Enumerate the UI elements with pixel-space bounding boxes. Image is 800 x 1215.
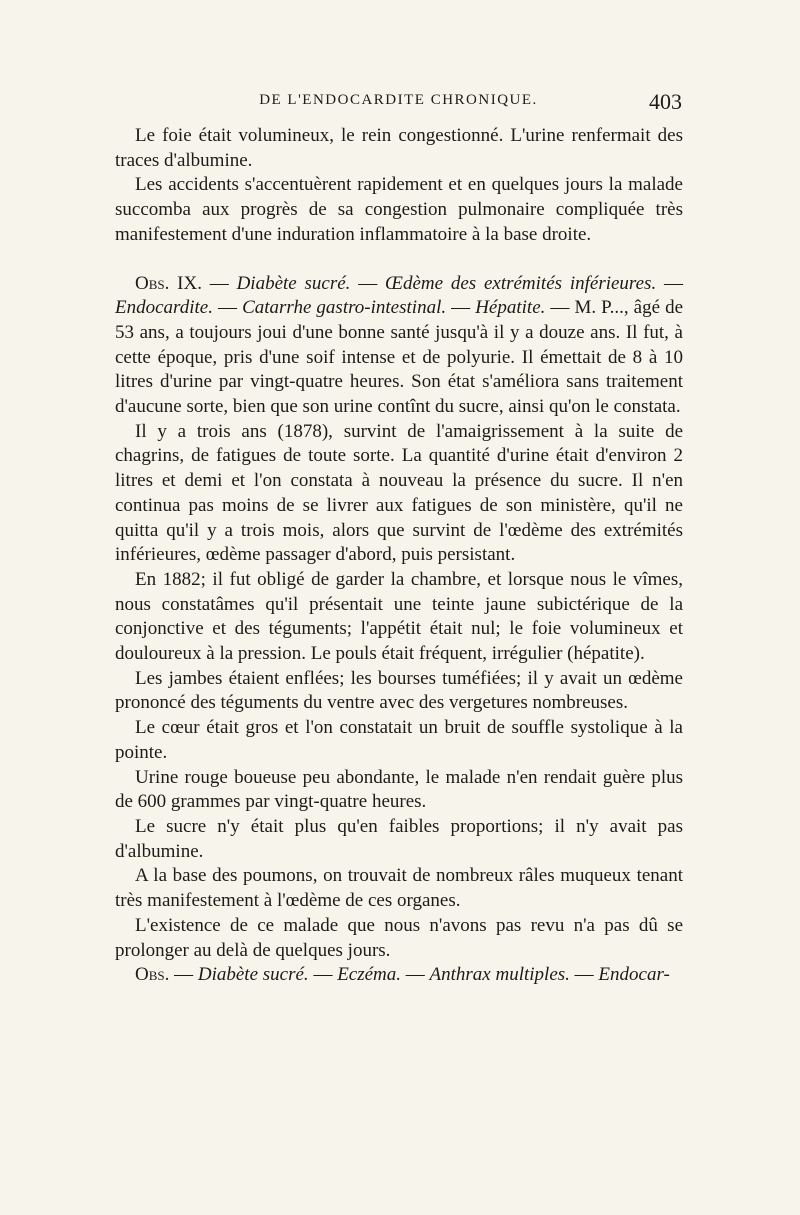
paragraph: Le foie était volumineux, le rein congestionné. L'urine renfermait des traces d'albumine. xyxy=(115,125,683,171)
paragraph: Les jambes étaient enflées; les bourses tuméfiées; il y avait un œdème prononcé des téguments du ventre avec des vergetures nombreuses. xyxy=(115,667,683,714)
running-title: DE L'ENDOCARDITE CHRONIQUE. xyxy=(259,92,538,108)
paragraph: Urine rouge boueuse peu abondante, le malade n'en rendait guère plus de 600 grammes par vingt-quatre heures. xyxy=(115,766,683,813)
observation-title-part: Diabète sucré. xyxy=(197,964,309,986)
paragraph: Les accidents s'accentuèrent rapidement et en quelques jours la malade succomba aux progrès de sa congestion pulmonaire compliquée très manifestement d'une induration inflammatoire à la base droite. xyxy=(115,174,683,245)
observation-title-part: Hépatite. xyxy=(475,297,546,319)
observation-title-part: Eczéma. xyxy=(337,964,402,986)
paragraph: Le cœur était gros et l'on constatait un bruit de souffle systolique à la pointe. xyxy=(115,717,683,763)
observation-title-part: Endocar- xyxy=(598,964,670,986)
paragraph: Le sucre n'y était plus qu'en faibles proportions; il n'y avait pas d'albumine. xyxy=(115,815,683,862)
observation-title-part: Diabète sucré. xyxy=(236,272,351,294)
observation-title-part: Endocardite. xyxy=(115,297,213,319)
observation-heading: Obs. IX. — Diabète sucré. — Œdème des extrémités inférieures. — Endocardite. — Catarrhe gastro-intestinal. — Hépatite. — M. P..., âgé de 53 ans, a toujours joui d'une bonne santé jusqu'à il y a douze ans. Il fut, à cette époque, pris d'une soif intense et de polyurie. Il émettait de 8 à 10 litres d'urine par vingt-quatre heures. Son état s'améliora sans traitement d'aucune sorte, bien que son urine contînt du sucre, ainsi qu'on le constata. xyxy=(115,272,684,418)
page-body xyxy=(115,124,683,988)
page-header xyxy=(115,89,682,120)
observation-title-part: Catarrhe gastro-intestinal. xyxy=(242,297,447,319)
next-observation-heading: Obs. — Diabète sucré. — Eczéma. — Anthrax multiples. — Endocar- xyxy=(135,964,670,986)
paragraph: A la base des poumons, on trouvait de nombreux râles muqueux tenant très manifestement à l'œdème de ces organes. xyxy=(115,865,683,912)
observation-intro: M. P..., âgé de 53 ans, a toujours joui d'une bonne santé jusqu'à il y a douze ans. Il fut, à cette époque, pris d'une soif intense et de polyurie. Il émettait de 8 à 10 litres d'urine par vingt-quatre heures. Son état s'améliora sans traitement d'aucune sorte, bien que son urine contînt du sucre, ainsi qu'on le constata. xyxy=(115,297,684,418)
observation-label: Obs. xyxy=(135,964,170,986)
observation-title-part: Anthrax multiples. xyxy=(429,964,570,986)
section-gap xyxy=(115,248,683,272)
paragraph: Il y a trois ans (1878), survint de l'amaigrissement à la suite de chagrins, de fatigues de toute sorte. La quantité d'urine était d'environ 2 litres et demi et l'on constata à nouveau la présence du sucre. Il n'en continua pas moins de se livrer aux fatigues de son ministère, qu'il ne quitta qu'il y a trois mois, alors que survint de l'œdème des extrémités inférieures, œdème passager d'abord, puis persistant. xyxy=(115,420,683,566)
observation-label: Obs. IX. xyxy=(135,272,202,294)
page-number: 403 xyxy=(649,89,682,114)
paragraph: En 1882; il fut obligé de garder la chambre, et lorsque nous le vîmes, nous constatâmes qu'il présentait une teinte jaune subictérique de la conjonctive et des téguments; l'appétit était nul; le foie volumineux et douloureux à la pression. Le pouls était fréquent, irrégulier (hépatite). xyxy=(115,568,683,665)
observation-title-part: Œdème des extrémités inférieures. xyxy=(385,272,657,294)
paragraph: L'existence de ce malade que nous n'avons pas revu n'a pas dû se prolonger au delà de quelques jours. xyxy=(115,914,683,961)
